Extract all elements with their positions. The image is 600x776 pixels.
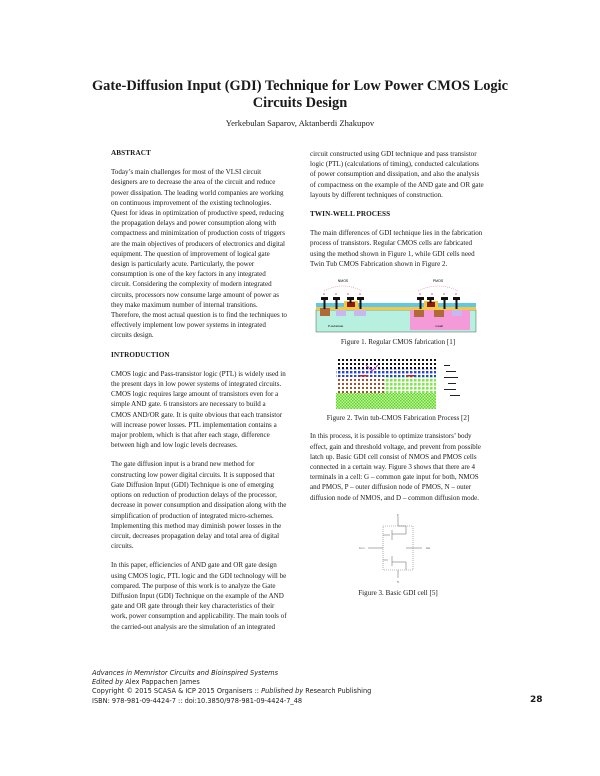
gdi-cell-schematic: [310, 512, 486, 584]
figure-2-twin-tub-process: [310, 355, 486, 409]
right-column: [310, 149, 486, 606]
published-by: Published by: [261, 687, 304, 696]
editor-name: Alex Pappachen James: [123, 678, 200, 687]
authors: Yerkebulan Saparov, Aktanberdi Zhakupov: [225, 118, 375, 128]
cmos-cross-section-diagram: [310, 275, 486, 333]
figure-3-gdi-cell: [310, 512, 486, 584]
figure-3-caption: Figure 3. Basic GDI cell [5]: [358, 588, 438, 597]
figure-1-caption: Figure 1. Regular CMOS fabrication [1]: [340, 338, 456, 347]
svg-text:N: N: [396, 579, 400, 584]
publisher-name: Research Publishing: [303, 687, 372, 696]
svg-text:n-well: n-well: [435, 324, 443, 329]
page-number: 28: [530, 695, 543, 705]
paper-title: [80, 78, 520, 112]
twin-well-paragraph-2: In this process, it is possible to optimize transistors’ body effect, gain and threshold voltage, and prevent from possible latch up. Basic GDI cell consist of NMOS and PMOS cells connected in a certain way. Figure 3 shows that there are 4 terminals in a cell: G – common gate input for both, NMOS and PMOS, P – outer diffusion node of PMOS, N – outer diffusion node of NMOS, and D – common diffusion mode.: [310, 432, 481, 502]
intro-paragraph-2: The gate diffusion input is a brand new method for constructing low power digital circuits. It is supposed that Gate Diffusion Input (GDI) Technique is one of emerging options on reduction of production delays of the processor, decrease in power consumption and dissipation along with the simplification of production of integrated micro-schemes. Implementing this method may diminish power losses in the circuit, decreases propagation delay and total area of digital circuits.: [111, 460, 287, 551]
isbn-doi: ISBN: 978-981-09-4424-7 :: doi:10.3850/978-981-09-4424-7_48: [92, 696, 303, 705]
svg-text:In G: In G: [359, 545, 365, 550]
svg-text:NMOS: NMOS: [337, 279, 349, 284]
edited-by-prefix: Edited by: [92, 678, 124, 687]
book-title: Advances in Memristor Circuits and Bioinspired Systems: [92, 669, 279, 677]
title-line-2: Circuits Design: [252, 95, 348, 111]
figure-2-caption: Figure 2. Twin tub-CMOS Fabrication Process [2]: [326, 414, 470, 423]
abstract-heading: ABSTRACT: [111, 149, 151, 157]
page-footer: [92, 669, 371, 706]
figure-1-cmos-fabrication: [310, 275, 486, 333]
introduction-heading: INTRODUCTION: [111, 350, 170, 359]
svg-text:PMOS: PMOS: [432, 279, 444, 284]
twin-tub-diagram: [310, 355, 486, 409]
intro-paragraph-1: CMOS logic and Pass-transistor logic (PTL) is widely used in the present days in low power systems of integrated circuits. CMOS logic requires large amount of transistors even for a simple AND gate. 6 transistors are necessary to build a CMOS AND/OR gate. It is quite obvious that each transistor will increase power losses. PTL implementation contains a major problem, which is that after each stage, difference between high and low logic levels decreases.: [111, 369, 286, 450]
left-column: [111, 148, 287, 641]
copyright-line: [92, 687, 371, 696]
svg-text:P-substrate: P-substrate: [328, 324, 344, 329]
twin-well-paragraph-1: The main differences of GDI technique lies in the fabrication process of transistors. Regular CMOS cells are fabricated using the method shown in Figure 1, while GDI cells need Twin Tub CMOS Fabrication shown in Figure 2.: [310, 229, 483, 268]
title-line-1: Gate-Diffusion Input (GDI) Technique for Low Power CMOS Logic: [91, 78, 509, 94]
continued-paragraph: circuit constructed using GDI technique and pass transistor logic (PTL) (calculations of timing), conducted calculations of power consumption and dissipation, and also the analysis of compactness on the example of the AND gate and OR gate layouts by different techniques of construction.: [310, 150, 484, 199]
edited-by-line: [92, 678, 371, 687]
copyright-text: Copyright © 2015 SCASA & ICP 2015 Organisers ::: [92, 687, 262, 696]
svg-text:P: P: [397, 512, 399, 517]
intro-paragraph-3: In this paper, efficiencies of AND gate and OR gate design using CMOS logic, PTL logic and the GDI technology will be compared. The purpose of this work is to analyze the Gate Diffusion Input (GDI) Technique on the example of the AND gate and OR gate through their key characteristics of their work, power consumption and applicability. The main tools of the carried-out analysis are the simulation of an integrated: [111, 561, 287, 631]
abstract-text: Today’s main challenges for most of the VLSI circuit designers are to decrease the area of the circuit and reduce power dissipation. The leading world companies are working on continuous improvement of the existing technologies. Quest for ideas in optimization of productive speed, reducing the propagation delays and power consumption along with compactness and minimization of production costs of triggers are the main objectives of producers of electronics and digital equipment. The question of improvement of logical gate design is particularly acute. Particularly, the power consumption is one of the key factors in any integrated circuit. Considering the complexity of modern integrated circuits, processors now consume large amount of power as they make maximum number of internal transitions. Therefore, the most actual question is to find the techniques to effectively implement low power systems in integrated circuits design.: [111, 168, 287, 340]
twin-well-heading: TWIN-WELL PROCESS: [310, 210, 391, 219]
svg-text:Out: Out: [425, 545, 431, 550]
